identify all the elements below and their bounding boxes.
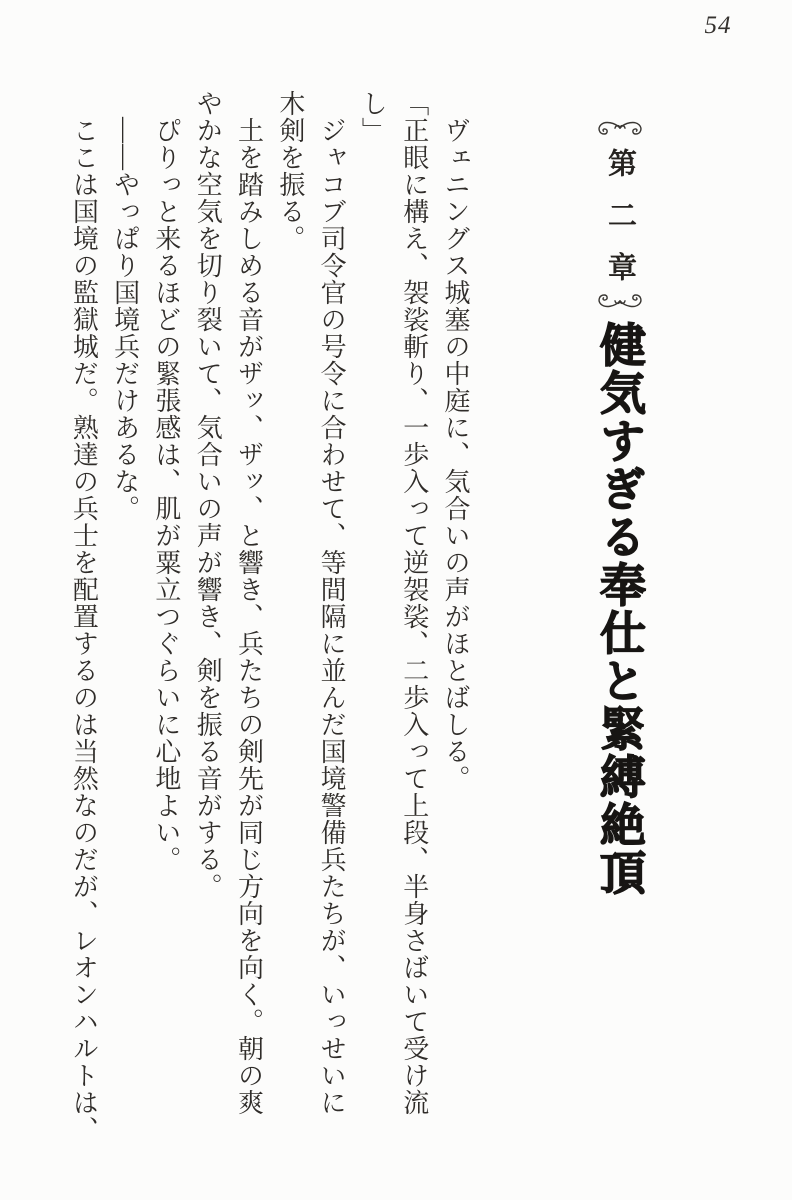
text-line: やかな空気を切り裂いて、気合いの声が響き、剣を振る音がする。 <box>193 90 223 900</box>
text-line: 土を踏みしめる音がザッ、ザッ、と響き、兵たちの剣先が同じ方向を向く。朝の爽 <box>234 117 264 1116</box>
text-line: 木剣を振る。 <box>275 90 305 252</box>
text-line: ここは国境の監獄城だ。熟達の兵士を配置するのは当然なのだが、レオンハルトは、 <box>69 117 99 1143</box>
text-line: し」 <box>358 90 388 144</box>
text-line: ヴェニングス城塞の中庭に、気合いの声がほとばしる。 <box>441 117 470 792</box>
page-number: 54 <box>704 12 732 39</box>
flourish-ornament-icon <box>595 116 645 142</box>
body-text <box>64 90 476 1165</box>
flourish-ornament-icon <box>595 287 645 313</box>
text-line: ジャコブ司令官の号令に合わせて、等間隔に並んだ国境警備兵たちが、いっせいに <box>317 117 347 1116</box>
chapter-heading <box>592 116 648 313</box>
chapter-number-label: 第二章 <box>604 148 636 304</box>
text-line: ぴりっと来るほどの緊張感は、肌が粟立つぐらいに心地よい。 <box>151 117 181 873</box>
chapter-title: 健気すぎる奉仕と緊縛絶頂 <box>594 321 645 897</box>
text-line: ――やっぱり国境兵だけあるな。 <box>110 117 140 522</box>
text-line: 「正眼に構え、袈裟斬り、一歩入って逆袈裟、二歩入って上段、半身さばいて受け流 <box>399 90 429 1116</box>
